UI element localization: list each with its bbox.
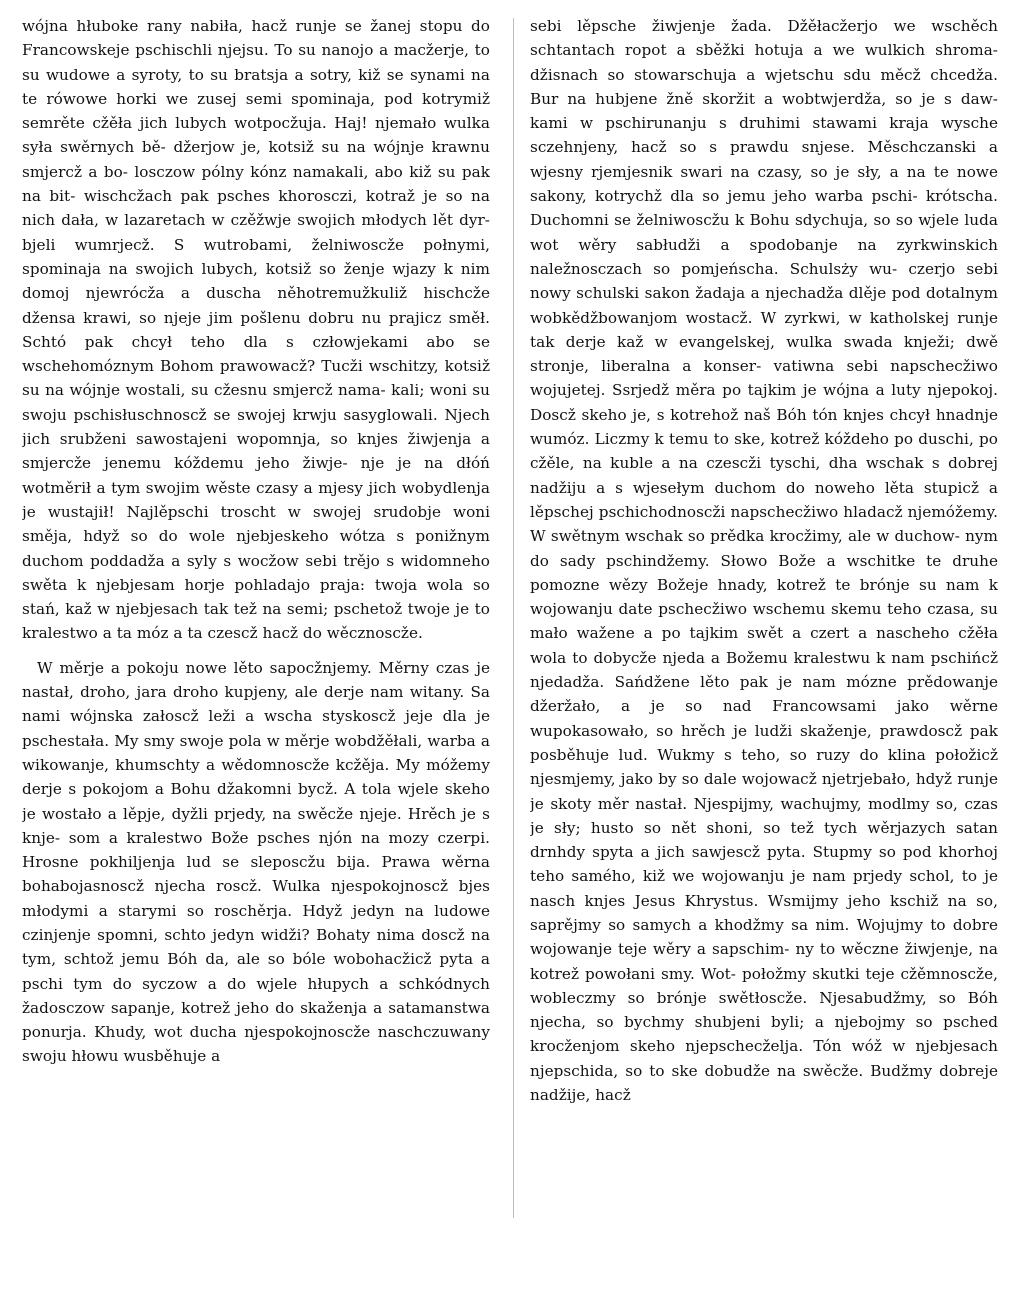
left-paragraph-1: wójna hłuboke rany nabiła, hacž runje se žanej stopu do Francowskeje pschischli njejsu. To su nanojo a macžerje, to su wudowe a syroty, to su bratsja a sotry, kiž se synami na te rówowe horki we zusej semi spominaja, pod kotrymiž semrěte cžěła jich lubych wotpocžuja. Haj! njemało wulka syła swěrnych bě- džerjow je, kotsiž su na wójnje krawnu smjercž a bo- losczow pólny kónz namakali, abo kiž su pak na bit- wischcžach pak psches khorosczi, kotraž je so na nich dała, w lazaretach w czěžwje swojich młodych lět dyr- bjeli wumrjecž. S wutrobami, želniwoscže połnymi, spominaja na swojich lubych, kotsiž so ženje wjazy k nim domoj njewrócža a duscha něhotremužkuliž hischcže džensa krawi, so njeje jim pošlenu dobru nu prajicz směł. Schtó pak chcył teho dla s człowjekami abo se wschehomóznym Bohom prawowacž? Tucži wschitzy, kotsiž su na wójnje wostali, su cžesnu smjercž nama- kali; woni su swoju pschisłuschnoscž se swojej krwju sasyglowali. Njech jich srubženi sawostajeni wopomnja, so knjes žiwjenja a smjercže jenemu kóždemu jeho žiwje- nje je na dłóń wotměrił a tym swojim wěste czasy a mjesy jich wobydlenja je wustajił! Najlěpschi troscht w swojej srudobje woni směja, hdyž so do wole njebjeskeho wótza s ponižnym duchom poddadža a syly s wocžow sebi trějo s widomneho swěta k njebjesam horje pohladajo praja: twoja wola so stań, kaž w njebjesach tak tež na semi; pschetož twoje je to kralestwo a ta móz a ta czescž hacž do wěcznoscže. xyxy=(22,17,490,643)
newspaper-page xyxy=(22,14,1002,1284)
right-text-column xyxy=(530,14,998,1284)
left-text-column xyxy=(22,14,490,1284)
left-paragraph-2: W měrje a pokoju nowe lěto sapocžnjemy. Měrny czas je nastał, droho, jara droho kupjeny, ale derje nam witany. Sa nami wójnska załoscž leži a wscha styskoscž jeje dla je pschestała. My smy swoje pola w měrje wobdžěłali, warba a wikowanje, khumschty a wědomnoscže kcžěja. My móžemy derje s pokojom a Bohu džakomni bycž. A tola wjele skeho je wostało a lěpje, dyžli prjedy, na swěcže njeje. Hrěch je s knje- som a kralestwo Bože psches njón na mozy czerpi. Hrosne pokhiljenja lud se sleposcžu bija. Prawa wěrna bohabojasnoscž njecha roscž. Wulka njespokojnoscž bjes młodymi a starymi so roschěrja. Hdyž jedyn na ludowe czinjenje spomni, schto jedyn widži? Bohaty nima doscž na tym, schtož jemu Bóh da, ale so bóle wobohacžicž pyta a pschi tym do syczow a do wjele hłupych a schkódnych žadosczow sapanje, kotrež jeho do skaženja a satamanstwa ponurja. Khudy, wot ducha njespokojnoscže naschczuwany swoju hłowu wusběhuje a xyxy=(22,658,490,1066)
right-paragraph-1: sebi lěpsche žiwjenje žada. Džěłacžerjo we wschěch schtantach ropot a sběžki hotuja a we wulkich shroma- džisnach so stowarschuja a wjetschu sdu měcž chcedža. Bur na hubjene žně skoržit a wobtwjerdža, so je s daw- kami w pschirunanju s druhimi stawami kraja wysche sczehnjeny, hacž so s prawdu snjese. Měschczanski a wjesny rjemjesnik swari na czasy, so je sły, a na te nowe sakony, kotrychž dla so jemu jeho warba pschi- krótscha. Duchomni se želniwoscžu k Bohu sdychuja, so so wjele luda wot wěry sabłudži a spodobanje na zyrkwinskich naležnosczach so pomjeńscha. Schulsży wu- czerjo sebi nowy schulski sakon žadaja a njechadža dlěje pod dotalnym wobkědžbowanjom wostacž. W zyrkwi, w katholskej runje tak derje kaž w evangelskej, wulka swada knježi; dwě stronje, liberalna a konser- vatiwna sebi napschecžiwo wojujetej. Ssrjedž měra po tajkim je wójna a luty njepokoj. Doscž skeho je, s kotrehož naš Bóh tón knjes chcył hnadnje wumóz. Liczmy k temu to ske, kotrež kóždeho po duschi, po cžěle, na kuble a na czescži tyschi, dha wschak s dobrej nadžiju a s wjesełym duchom do noweho lěta stupicž a lěpschej pschichodnoscži napschecžiwo hladacž njemóžemy. W swětnym wschak so prědka krocžimy, ale w duchow- nym do sady pschindžemy. Słowo Bože a wschitke te druhe pomozne wězy Božeje hnady, kotrež te brónje su nam k wojowanju date pschecžiwo wschemu skemu teho czasa, su mało wažene a po tajkim swět a czert a nascheho cžěła wola to dobycže njeda a Božemu kralestwu k nam pschińcž njedadža. Sańdžene lěto pak je nam mózne prědowanje džeržało, a je so nad Francowsami jako wěrne wupokasowało, so hrěch je ludži skaženje, prawdoscž pak posběhuje lud. Wukmy s teho, so ruzy do klina połožicž njesmjemy, jako by so dale wojowacž njetrjebało, hdyž runje je skoty měr nastał. Njespijmy, wachujmy, modlmy so, czas je sły; husto so nět shoni, so tež tych wěrjazych satan drnhdy spyta a jich sawjescž pyta. Stupmy so pod khorhoj teho samého, kiž we wojowanju je nam prjedy schol, to je nasch knjes Jesus Khrystus. Wsmijmy jeho kschiž na so, saprějmy so samych a khodžmy sa nim. Wojujmy to dobre wojowanje teje wěry a sapschim- ny to wěczne žiwjenje, na kotrež powołani smy. Wot- połožmy skutki teje cžěmnoscže, wobleczmy so brónje swětłoscže. Njesabudžmy, so Bóh njecha, so bychmy shubjeni byli; a njebojmy so psched krocženjom skeho njepschecželja. Tón wóž w njebjesach njepschida, so to ske dobudže na swěcže. Budžmy dobreje nadžije, hacž xyxy=(530,17,998,1105)
column-divider xyxy=(513,18,514,1218)
